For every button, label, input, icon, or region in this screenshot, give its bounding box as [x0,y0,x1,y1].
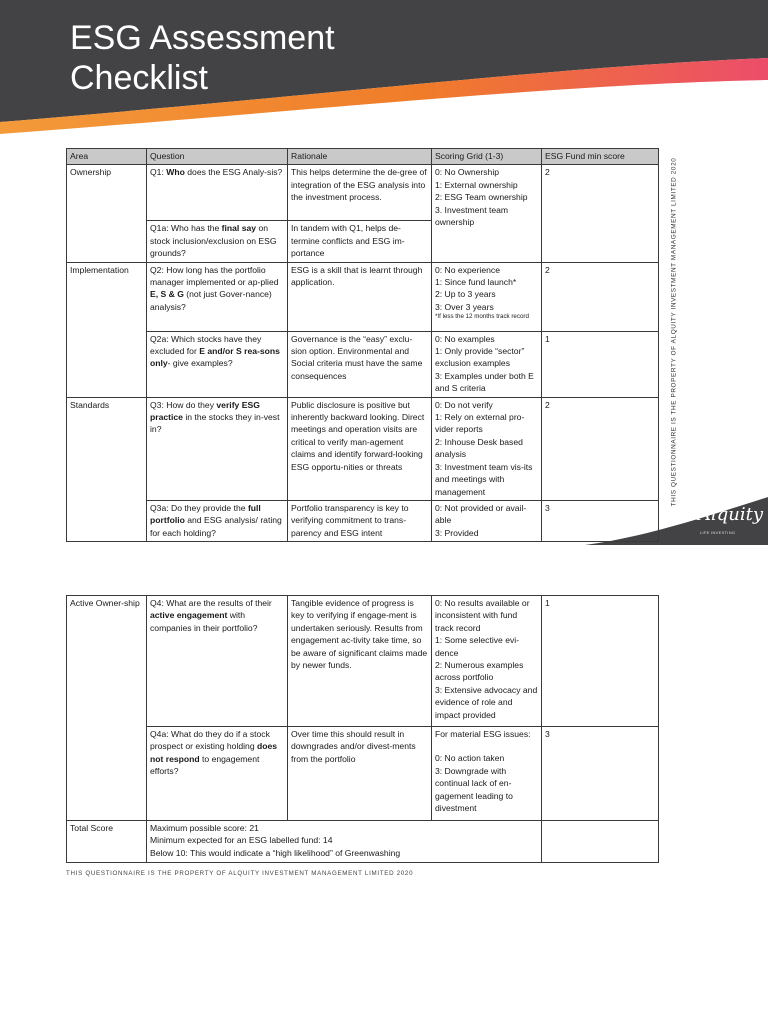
rationale-q1a: In tandem with Q1, helps de-termine conflicts and ESG im-portance [288,221,432,262]
scoring-q2: 0: No experience 1: Since fund launch* 2: Up to 3 years 3: Over 3 years *If less the 12 months track record [432,262,542,331]
table-row [67,331,659,397]
scoring-q3a: 0: Not provided or avail-able 3: Provided [432,500,542,541]
question-q2a: Q2a: Which stocks have they excluded for E and/or S rea-sons only- give examples? [147,331,288,397]
question-q1a: Q1a: Who has the final say on stock inclusion/exclusion on ESG grounds? [147,221,288,262]
table-row [67,500,659,541]
logo-wordmark: Alquity [698,504,764,525]
scoring-q1: 0: No Ownership 1: External ownership 2: ESG Team ownership 3. Investment team ownership [432,165,542,262]
total-score-notes: Maximum possible score: 21 Minimum expected for an ESG labelled fund: 14 Below 10: This would indicate a “high likelihood” of Greenwashing [147,821,542,863]
scoring-q3: 0: Do not verify 1: Rely on external pro-vider reports 2: Inhouse Desk based analysis 3: Investment team vis-its and meetings with management [432,397,542,500]
min-score-q4a: 3 [542,727,659,821]
rationale-q2: ESG is a skill that is learnt through application. [288,262,432,331]
side-notice [664,150,684,515]
scoring-q2-footnote: *If less the 12 months track record [435,313,529,321]
rationale-q3a: Portfolio transparency is key to verifying commitment to trans-parency and ESG intent [288,500,432,541]
alquity-logo [698,504,768,542]
min-score-q3a: 3 [542,500,659,541]
rationale-q3: Public disclosure is positive but inherently backward looking. Direct meetings and operation visits are critical to verify man-agement claims and identify forward-looking ESG opportu-nities or threats [288,397,432,500]
header-rationale: Rationale [288,149,432,165]
min-score-q4: 1 [542,596,659,727]
table-header-row [67,149,659,165]
table-row [67,397,659,500]
rationale-q1: This helps determine the de-gree of integration of the ESG analysis into the investment process. [288,165,432,221]
header-question: Question [147,149,288,165]
min-score-q3: 2 [542,397,659,500]
area-total-score: Total Score [67,821,147,863]
footer-notice: THIS QUESTIONNAIRE IS THE PROPERTY OF ALQUITY INVESTMENT MANAGEMENT LIMITED 2020 [66,870,414,877]
scoring-q4a: For material ESG issues: 0: No action taken 3: Downgrade with continual lack of en-gagement leading to divestment [432,727,542,821]
total-score-empty [542,821,659,863]
question-q1: Q1: Who does the ESG Analy-sis? [147,165,288,221]
area-standards: Standards [67,397,147,541]
min-score-q1: 2 [542,165,659,262]
min-score-q2a: 1 [542,331,659,397]
header-area: Area [67,149,147,165]
question-q4: Q4: What are the results of their active engagement with companies in their portfolio? [147,596,288,727]
assessment-table-part-1 [66,148,659,542]
area-ownership: Ownership [67,165,147,262]
scoring-q2a: 0: No examples 1: Only provide “sector” exclusion examples 3: Examples under both E and S criteria [432,331,542,397]
question-q3: Q3: How do they verify ESG practice in the stocks they in-vest in? [147,397,288,500]
min-score-q2: 2 [542,262,659,331]
page-title [70,18,335,98]
header-scoring-grid: Scoring Grid (1-3) [432,149,542,165]
logo-tagline: LIFE INVESTING [700,530,736,535]
area-implementation: Implementation [67,262,147,397]
rationale-q2a: Governance is the “easy” exclu-sion option. Environmental and Social criteria must have the same consequences [288,331,432,397]
scoring-q4: 0: No results available or inconsistent with fund track record 1: Some selective evi-dence 2: Numerous examples across portfolio 3: Extensive advocacy and evidence of role and impact provided [432,596,542,727]
header-min-score: ESG Fund min score [542,149,659,165]
table-row [67,165,659,221]
title-line-2: Checklist [70,59,208,97]
assessment-table-part-2 [66,595,659,863]
table-row [67,727,659,821]
table-row [67,821,659,863]
rationale-q4: Tangible evidence of progress is key to verifying if engage-ment is undertaken seriously. Results from engagement ac-tivity take time, so be aware of significant claims made by newer funds. [288,596,432,727]
question-q2: Q2: How long has the portfolio manager implemented or ap-plied E, S & G (not just Gover-nance) analysis? [147,262,288,331]
rationale-q4a: Over time this should result in downgrades and/or divest-ments from the portfolio [288,727,432,821]
question-q3a: Q3a: Do they provide the full portfolio and ESG analysis/ rating for each holding? [147,500,288,541]
area-active-ownership: Active Owner-ship [67,596,147,821]
table-row [67,596,659,727]
question-q4a: Q4a: What do they do if a stock prospect or existing holding does not respond to engagement efforts? [147,727,288,821]
table-row [67,262,659,331]
title-line-1: ESG Assessment [70,19,335,57]
side-notice-text: THIS QUESTIONNAIRE IS THE PROPERTY OF ALQUITY INVESTMENT MANAGEMENT LIMITED 2020 [670,157,678,507]
